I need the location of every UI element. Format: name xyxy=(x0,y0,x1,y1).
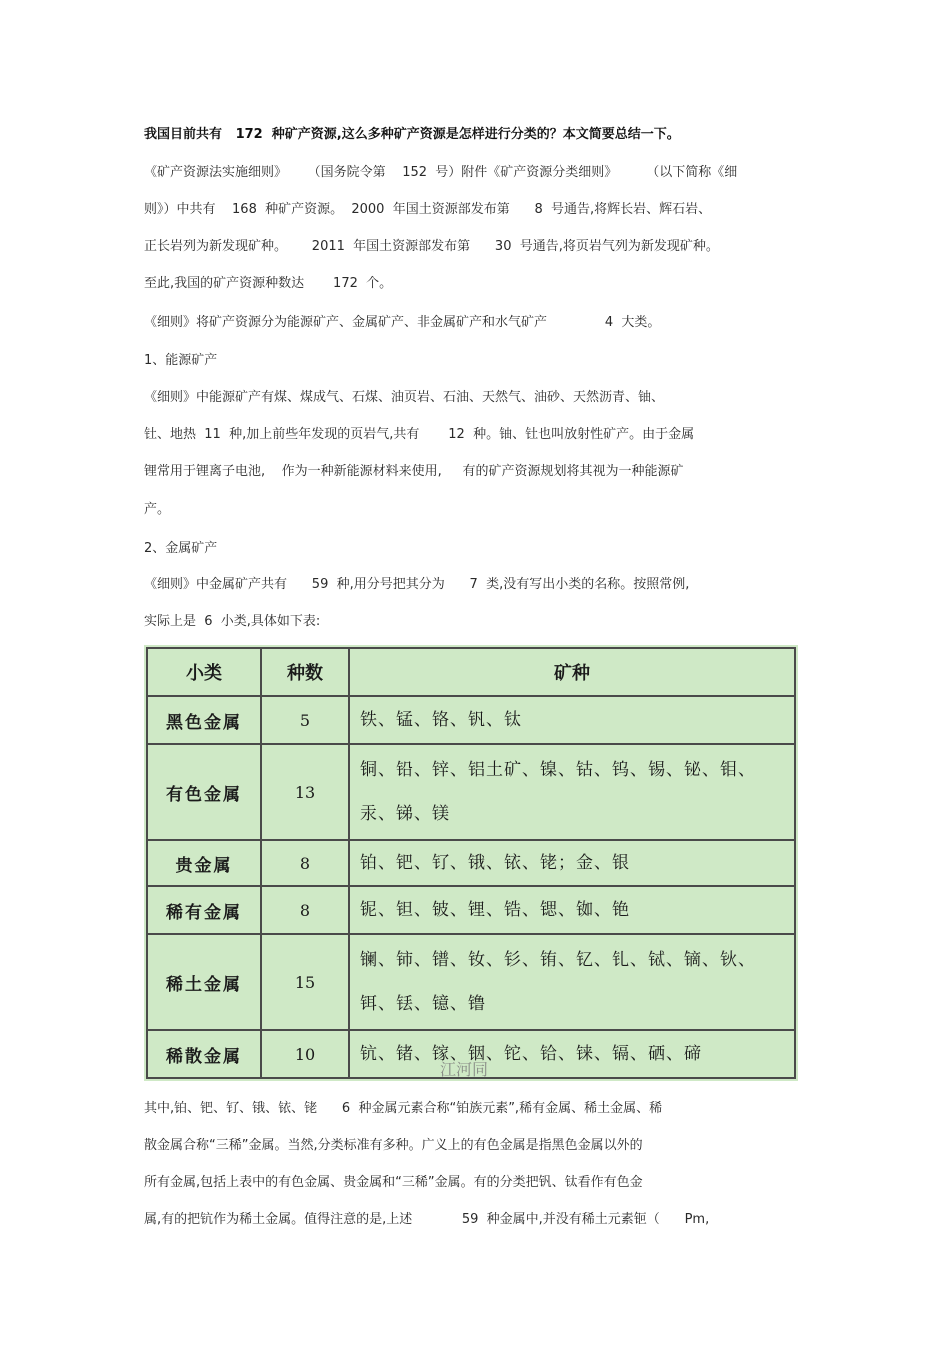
intro-p2: 《细则》将矿产资源分为能源矿产、金属矿产、非金属矿产和水气矿产 4 大类。 xyxy=(144,315,661,330)
row-ores: 镧、铈、镨、钕、钐、铕、钇、钆、铽、镝、钬、铒、铥、镱、镥 xyxy=(349,934,795,1030)
table-header-row xyxy=(147,648,795,696)
row-ores: 铁、锰、铬、钒、钛 xyxy=(349,696,795,744)
table-row xyxy=(147,744,795,840)
section2-line-2: 实际上是 6 小类,具体如下表: xyxy=(144,614,321,629)
row-count: 13 xyxy=(261,744,349,840)
intro-p1-line-2: 则》）中共有 168 种矿产资源。 2000 年国土资源部发布第 8 号通告,将辉长岩、辉石岩、 xyxy=(144,202,712,217)
intro-p1-line-4: 至此,我国的矿产资源种数达 172 个。 xyxy=(144,276,393,291)
row-ores: 铜、铅、锌、铝土矿、镍、钴、钨、锡、铋、钼、汞、锑、镁 xyxy=(349,744,795,840)
row-category: 稀有金属 xyxy=(147,886,261,934)
section2-line-1: 《细则》中金属矿产共有 59 种,用分号把其分为 7 类,没有写出小类的名称。按照常例, xyxy=(144,577,690,592)
table-row xyxy=(147,934,795,1030)
header-count: 种数 xyxy=(261,648,349,696)
row-category: 稀土金属 xyxy=(147,934,261,1030)
closing-line-2: 散金属合称“三稀”金属。当然,分类标准有多种。广义上的有色金属是指黑色金属以外的 xyxy=(144,1138,643,1153)
row-count: 5 xyxy=(261,696,349,744)
header-ores: 矿种 xyxy=(349,648,795,696)
section2-heading: 2、金属矿产 xyxy=(144,541,218,556)
watermark-text: 江河同 xyxy=(440,1060,489,1079)
intro-p1-line-1: 《矿产资源法实施细则》 （国务院令第 152 号）附件《矿产资源分类细则》 （以下简称《细 xyxy=(144,165,738,180)
row-count: 15 xyxy=(261,934,349,1030)
row-count: 8 xyxy=(261,840,349,886)
intro-p1-line-3: 正长岩列为新发现矿种。 2011 年国土资源部发布第 30 号通告,将页岩气列为新发现矿种。 xyxy=(144,239,719,254)
row-ores: 铌、钽、铍、锂、锆、锶、铷、铯 xyxy=(349,886,795,934)
table-row xyxy=(147,696,795,744)
section1-heading: 1、能源矿产 xyxy=(144,353,218,368)
table-row xyxy=(147,840,795,886)
row-count: 8 xyxy=(261,886,349,934)
row-ores: 铂、钯、钌、锇、铱、铑；金、银 xyxy=(349,840,795,886)
table-row xyxy=(147,886,795,934)
header-category: 小类 xyxy=(147,648,261,696)
section1-line-1: 《细则》中能源矿产有煤、煤成气、石煤、油页岩、石油、天然气、油砂、天然沥青、铀、 xyxy=(144,390,665,405)
section1-line-3: 锂常用于锂离子电池, 作为一种新能源材料来使用, 有的矿产资源规划将其视为一种能源矿 xyxy=(144,464,684,479)
row-category: 贵金属 xyxy=(147,840,261,886)
row-ores: 钪、锗、镓、铟、铊、铪、铼、镉、硒、碲 xyxy=(349,1030,795,1078)
intro-title: 我国目前共有 172 种矿产资源,这么多种矿产资源是怎样进行分类的？本文简要总结一下。 xyxy=(144,127,680,142)
closing-line-1: 其中,铂、钯、钌、锇、铱、铑 6 种金属元素合称“铂族元素”,稀有金属、稀土金属、稀 xyxy=(144,1101,663,1116)
closing-line-3: 所有金属,包括上表中的有色金属、贵金属和“三稀”金属。有的分类把钒、钛看作有色金 xyxy=(144,1175,643,1190)
row-category: 有色金属 xyxy=(147,744,261,840)
row-count: 10 xyxy=(261,1030,349,1078)
section1-line-2: 钍、地热 11 种,加上前些年发现的页岩气,共有 12 种。铀、钍也叫放射性矿产。由于金属 xyxy=(144,427,695,442)
row-category: 黑色金属 xyxy=(147,696,261,744)
metal-classification-table xyxy=(146,647,796,1079)
section1-line-4: 产。 xyxy=(144,502,171,517)
closing-line-4: 属,有的把钪作为稀土金属。值得注意的是,上述 59 种金属中,并没有稀土元素钷（ Pm, xyxy=(144,1212,710,1227)
metal-classification-table-image xyxy=(144,645,798,1081)
row-category: 稀散金属 xyxy=(147,1030,261,1078)
